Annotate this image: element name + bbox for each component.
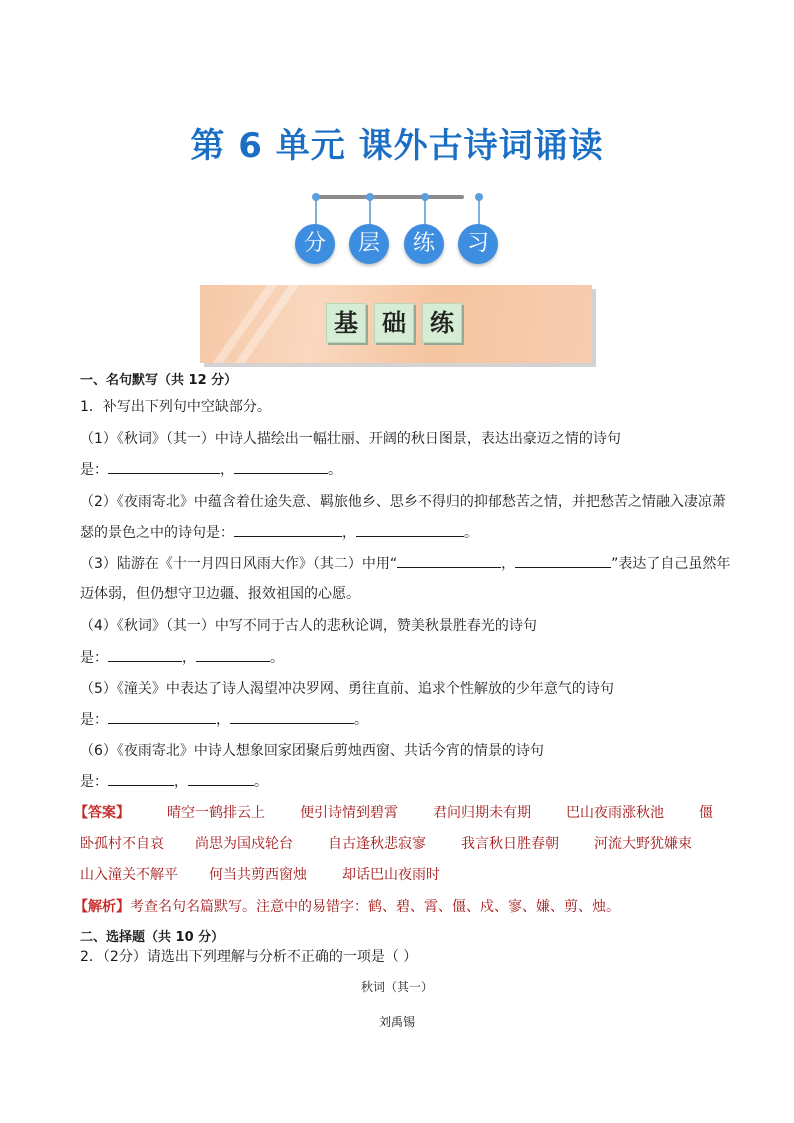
answer-text: 尚思为国戍轮台 [195, 836, 293, 852]
decor-peg-dot [366, 193, 374, 201]
decor-peg-dot [421, 193, 429, 201]
page-title: 第 6 单元 课外古诗词诵读 [190, 126, 604, 166]
item-text: （3）陆游在《十一月四日风雨大作》（其二）中用“ [80, 556, 398, 572]
item-text: 是： [80, 650, 108, 666]
answer-label: 【答案】 [74, 805, 130, 821]
item-line [80, 771, 268, 791]
circle-badge: 分 [295, 224, 335, 264]
period: 。 [464, 525, 478, 541]
item-text: 迈体弱，但仍想守卫边疆、报效祖国的心愿。 [80, 586, 360, 602]
answer-text: 何当共剪西窗烛 [209, 867, 307, 883]
circle-badge: 习 [458, 224, 498, 264]
analysis-label: 【解析】 [74, 899, 130, 915]
answer-blank[interactable] [234, 522, 342, 537]
answer-blank[interactable] [196, 647, 270, 662]
section-heading: 二、选择题（共 10 分） [80, 930, 225, 945]
question-stem: 1．补写出下列句中空缺部分。 [80, 399, 271, 415]
period: 。 [354, 712, 368, 728]
comma: ， [501, 556, 516, 572]
answer-text: 便引诗情到碧霄 [300, 805, 398, 821]
period: 。 [270, 650, 284, 666]
item-text: 是： [80, 774, 108, 790]
answer-text: 巴山夜雨涨秋池 [566, 805, 664, 821]
item-text: （2）《夜雨寄北》中蕴含着仕途失意、羁旅他乡、思乡不得归的抑郁愁苦之情，并把愁苦之情融入凄凉萧 [80, 494, 726, 510]
decor-peg-dot [475, 193, 483, 201]
answer-text: 君问归期未有期 [433, 805, 531, 821]
answer-blank[interactable] [230, 709, 354, 724]
answer-text: 我言秋日胜春朝 [461, 836, 559, 852]
comma: ， [220, 462, 234, 478]
decor-rail [316, 195, 464, 199]
answer-text: 自古逢秋悲寂寥 [328, 836, 426, 852]
period: 。 [254, 774, 268, 790]
circle-badge: 练 [404, 224, 444, 264]
item-line [80, 553, 730, 573]
item-line [80, 709, 368, 729]
poem-title: 秋词（其一） [360, 980, 433, 994]
banner-tile: 练 [422, 303, 462, 343]
comma: ， [216, 712, 230, 728]
item-line [80, 459, 342, 479]
answer-blank[interactable] [108, 647, 182, 662]
item-text: （6）《夜雨寄北》中诗人想象回家团聚后剪烛西窗、共话今宵的情景的诗句 [80, 743, 544, 759]
decor-peg-dot [312, 193, 320, 201]
comma: ， [174, 774, 188, 790]
item-text: （4）《秋词》（其一）中写不同于古人的悲秋论调，赞美秋景胜春光的诗句 [80, 618, 537, 634]
answer-text: 河流大野犹嫌束 [594, 836, 692, 852]
answer-text: 卧孤村不自哀 [80, 836, 164, 852]
answer-blank[interactable] [397, 553, 501, 568]
banner-tile: 基 [326, 303, 366, 343]
answer-blank[interactable] [234, 459, 328, 474]
circle-badge: 层 [349, 224, 389, 264]
item-line [80, 647, 284, 667]
comma: ， [342, 525, 356, 541]
answer-blank[interactable] [108, 709, 216, 724]
question-stem: 2．（2分）请选出下列理解与分析不正确的一项是（ ） [80, 949, 418, 965]
answer-blank[interactable] [188, 771, 254, 786]
item-text: 是： [80, 462, 108, 478]
item-text: （1）《秋词》（其一）中诗人描绘出一幅壮丽、开阔的秋日图景，表达出豪迈之情的诗句 [80, 431, 621, 447]
period: 。 [328, 462, 342, 478]
answer-text: 山入潼关不解平 [80, 867, 178, 883]
analysis-line [74, 896, 620, 916]
section-heading: 一、名句默写（共 12 分） [80, 373, 238, 388]
item-text: （5）《潼关》中表达了诗人渴望冲决罗网、勇往直前、追求个性解放的少年意气的诗句 [80, 681, 614, 697]
answer-text: 晴空一鹤排云上 [167, 805, 265, 821]
analysis-text: 考查名句名篇默写。注意中的易错字：鹤、碧、霄、僵、戍、寥、嫌、剪、烛。 [130, 899, 620, 915]
item-text: 瑟的景色之中的诗句是： [80, 525, 234, 541]
answer-blank[interactable] [515, 553, 611, 568]
answer-blank[interactable] [356, 522, 464, 537]
answer-text: 僵 [699, 805, 713, 821]
answer-text: 却话巴山夜雨时 [342, 867, 440, 883]
comma: ， [182, 650, 196, 666]
poem-author: 刘禹锡 [378, 1015, 415, 1029]
item-line [80, 522, 478, 542]
banner-tile: 础 [374, 303, 414, 343]
item-text: ”表达了自己虽然年 [611, 556, 731, 572]
answer-blank[interactable] [108, 459, 220, 474]
answer-blank[interactable] [108, 771, 174, 786]
item-text: 是： [80, 712, 108, 728]
